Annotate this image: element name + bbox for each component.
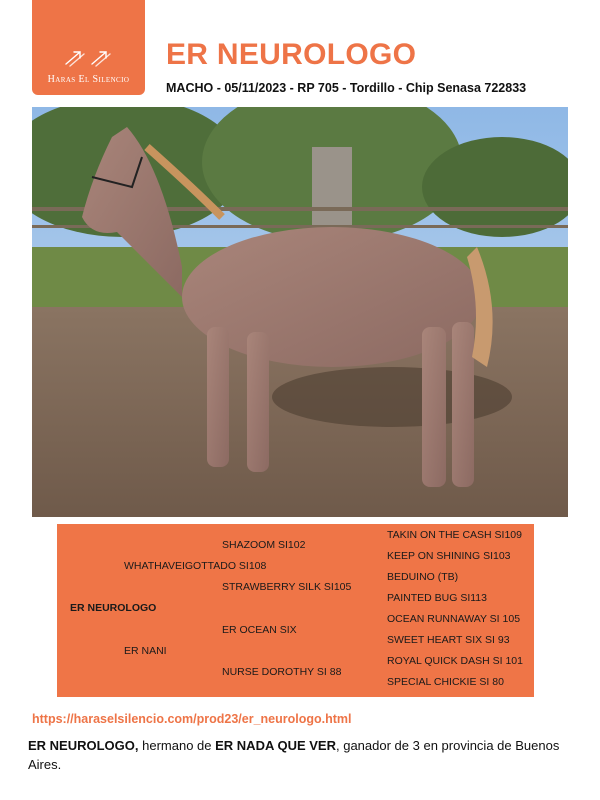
- description-text: hermano de: [138, 738, 216, 753]
- pedigree-gen3-item: PAINTED BUG SI113: [387, 592, 487, 604]
- brand-name: Haras El Silencio: [47, 74, 130, 85]
- double-arrow-logo-icon: [62, 46, 114, 70]
- pedigree-dam-sire: ER OCEAN SIX: [222, 624, 297, 636]
- pedigree-table: [57, 524, 534, 697]
- horse-details: MACHO - 05/11/2023 - RP 705 - Tordillo - Chip Senasa 722833: [166, 81, 527, 95]
- pedigree-gen3-item: ROYAL QUICK DASH SI 101: [387, 655, 523, 667]
- pedigree-gen3-item: TAKIN ON THE CASH SI109: [387, 529, 522, 541]
- description-horse-name: ER NEUROLOGO,: [28, 738, 139, 753]
- pedigree-gen3-item: SPECIAL CHICKIE SI 80: [387, 676, 504, 688]
- pedigree-dam-dam: NURSE DOROTHY SI 88: [222, 666, 342, 678]
- pedigree-sire-sire: SHAZOOM SI102: [222, 539, 306, 551]
- pedigree-gen3-item: OCEAN RUNNAWAY SI 105: [387, 613, 521, 625]
- pedigree-dam: ER NANI: [124, 645, 167, 657]
- description: [28, 736, 572, 774]
- pedigree-gen3-item: SWEET HEART SIX SI 93: [387, 634, 510, 646]
- brand-logo: [32, 0, 145, 95]
- horse-photo: [32, 107, 568, 517]
- product-link[interactable]: https://haraselsilencio.com/prod23/er_neurologo.html: [32, 712, 352, 726]
- pedigree-gen3-item: KEEP ON SHINING SI103: [387, 550, 511, 562]
- horse-photo-illustration: [32, 107, 568, 517]
- description-sibling-name: ER NADA QUE VER: [215, 738, 336, 753]
- pedigree-gen3-item: BEDUINO (TB): [387, 571, 459, 583]
- description-text: , ganador de 3 en provincia de Buenos Aires.: [28, 738, 560, 772]
- page-title: ER NEUROLOGO: [166, 38, 417, 71]
- pedigree-sire-dam: STRAWBERRY SILK SI105: [222, 581, 352, 593]
- pedigree-sire: WHATHAVEIGOTTADO SI108: [124, 560, 267, 572]
- pedigree-horse: ER NEUROLOGO: [70, 602, 157, 614]
